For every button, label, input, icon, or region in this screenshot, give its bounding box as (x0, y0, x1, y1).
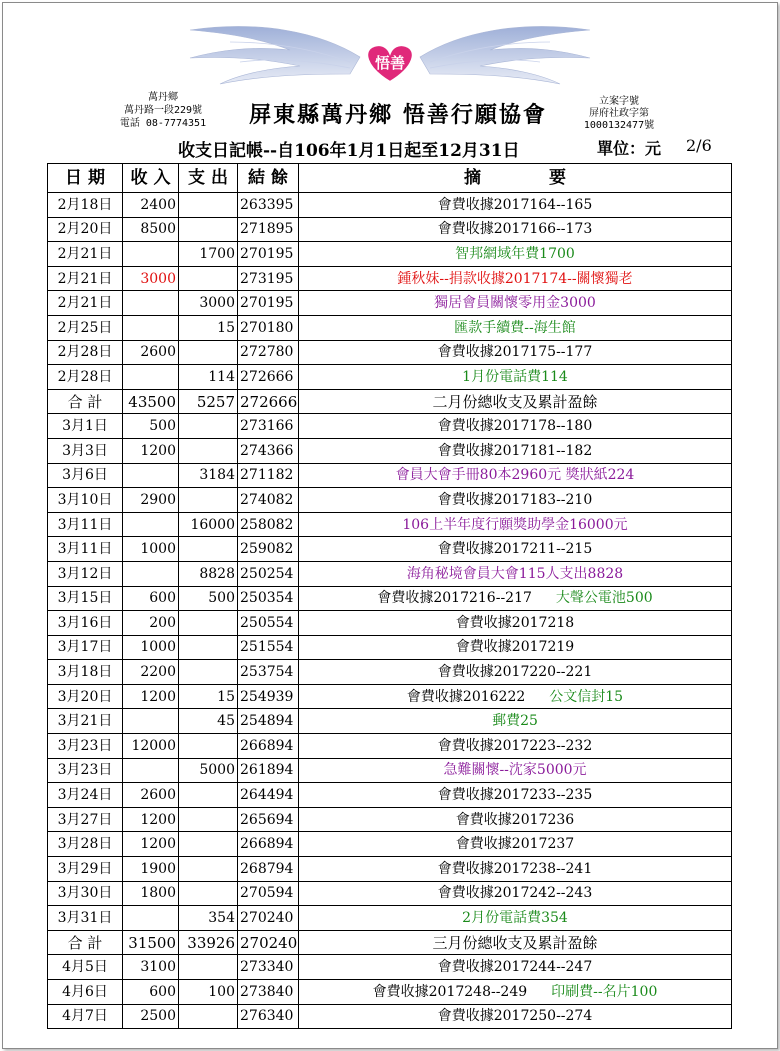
cell-expense (179, 340, 238, 365)
cell-date: 3月17日 (48, 635, 123, 660)
cell-income: 2600 (123, 340, 179, 365)
cell-memo (299, 537, 732, 562)
unit-label: 單位：元 (597, 139, 662, 158)
memo-text: 會費收據2017242--243 (437, 885, 593, 902)
table-row (48, 365, 732, 390)
memo-text: 鍾秋妹--捐款收據2017174--關懷獨老 (397, 270, 633, 287)
cell-balance: 264494 (238, 783, 299, 808)
cell-date: 3月23日 (48, 758, 123, 783)
memo-text: 會費收據2017219 (455, 639, 575, 656)
cell-memo (299, 906, 732, 931)
memo-text: 三月份總收支及累計盈餘 (432, 933, 598, 952)
cell-date: 3月30日 (48, 881, 123, 906)
cell-memo (299, 414, 732, 439)
cell-income: 500 (123, 414, 179, 439)
memo-text: 會費收據2017181--182 (437, 442, 593, 459)
cell-balance: 250554 (238, 611, 299, 636)
cell-expense (179, 438, 238, 463)
cell-income (123, 709, 179, 734)
cell-date: 4月6日 (48, 980, 123, 1005)
cell-expense: 5000 (179, 758, 238, 783)
cell-income: 3000 (123, 266, 179, 291)
address-block (108, 91, 218, 130)
memo-text: 會費收據2017178--180 (437, 418, 593, 435)
cell-balance: 251554 (238, 635, 299, 660)
cell-income: 600 (123, 980, 179, 1005)
cell-expense: 8828 (179, 561, 238, 586)
cell-date: 合 計 (48, 930, 123, 955)
table-row (48, 611, 732, 636)
cell-date: 3月20日 (48, 684, 123, 709)
table-row (48, 438, 732, 463)
cell-expense: 500 (179, 586, 238, 611)
cell-date: 3月27日 (48, 807, 123, 832)
cell-memo (299, 242, 732, 267)
cell-date: 2月28日 (48, 365, 123, 390)
memo-text: 郵費25 (492, 713, 538, 730)
cell-date: 3月28日 (48, 832, 123, 857)
cell-date: 3月15日 (48, 586, 123, 611)
cell-date: 3月24日 (48, 783, 123, 808)
cell-expense (179, 537, 238, 562)
cell-income: 1200 (123, 832, 179, 857)
cell-expense (179, 734, 238, 759)
cell-income: 43500 (123, 389, 179, 414)
cell-income (123, 291, 179, 316)
memo-text: 106上半年度行願獎助學金16000元 (402, 516, 628, 533)
cell-memo (299, 266, 732, 291)
cell-date: 3月16日 (48, 611, 123, 636)
cell-date: 3月10日 (48, 488, 123, 513)
table-row (48, 980, 732, 1005)
address-phone: 電話 08-7774351 (119, 118, 207, 129)
total-row (48, 389, 732, 414)
cell-memo (299, 734, 732, 759)
cell-balance: 270240 (238, 906, 299, 931)
address-road: 萬丹路一段229號 (123, 105, 203, 116)
cell-memo (299, 684, 732, 709)
cell-income: 1200 (123, 684, 179, 709)
header-memo: 摘 要 (299, 164, 732, 193)
cell-income (123, 315, 179, 340)
table-row (48, 586, 732, 611)
table-row (48, 242, 732, 267)
cell-date: 2月21日 (48, 291, 123, 316)
cell-balance: 258082 (238, 512, 299, 537)
page-number: 2/6 (686, 136, 712, 155)
memo-text: 會費收據2017220--221 (437, 664, 593, 681)
cell-balance: 261894 (238, 758, 299, 783)
memo-text: 獨居會員關懷零用金3000 (434, 295, 596, 312)
cell-memo (299, 315, 732, 340)
cell-memo (299, 463, 732, 488)
cell-date: 2月21日 (48, 266, 123, 291)
total-row (48, 930, 732, 955)
cell-date: 3月29日 (48, 857, 123, 882)
cell-income (123, 906, 179, 931)
table-row (48, 709, 732, 734)
cell-balance: 271182 (238, 463, 299, 488)
cell-expense (179, 266, 238, 291)
memo-text: 會費收據2017211--215 (437, 541, 593, 558)
memo-text: 會員大會手冊80本2960元 獎狀紙224 (395, 467, 635, 484)
cell-expense: 1700 (179, 242, 238, 267)
cell-income: 2900 (123, 488, 179, 513)
cell-expense (179, 832, 238, 857)
cell-balance: 272780 (238, 340, 299, 365)
cell-date: 3月21日 (48, 709, 123, 734)
cell-expense (179, 1004, 238, 1029)
header-income: 收 入 (123, 164, 179, 193)
cell-date: 3月12日 (48, 561, 123, 586)
cell-memo (299, 807, 732, 832)
organization-name: 屏東縣萬丹鄉 悟善行願協會 (249, 102, 547, 128)
cell-memo (299, 611, 732, 636)
memo-text: 會費收據2017216--217 (377, 590, 532, 607)
cell-income: 2200 (123, 660, 179, 685)
cell-expense (179, 193, 238, 218)
table-row (48, 291, 732, 316)
cell-memo (299, 783, 732, 808)
cell-balance: 273166 (238, 414, 299, 439)
table-row (48, 660, 732, 685)
cell-balance: 253754 (238, 660, 299, 685)
table-row (48, 881, 732, 906)
cell-balance: 273195 (238, 266, 299, 291)
memo-text: 會費收據2017237 (455, 836, 575, 853)
cell-expense (179, 783, 238, 808)
cell-date: 3月11日 (48, 537, 123, 562)
cell-income: 12000 (123, 734, 179, 759)
cell-balance: 268794 (238, 857, 299, 882)
cell-memo (299, 930, 732, 955)
memo-text: 會費收據2017166--173 (437, 221, 593, 238)
cell-income: 1800 (123, 881, 179, 906)
cell-income (123, 365, 179, 390)
cell-balance: 276340 (238, 1004, 299, 1029)
cell-memo (299, 193, 732, 218)
cell-expense (179, 414, 238, 439)
cell-balance: 270195 (238, 242, 299, 267)
memo-text: 會費收據2017233--235 (437, 787, 593, 804)
cell-balance: 274082 (238, 488, 299, 513)
table-header-row (48, 164, 732, 193)
cell-memo (299, 857, 732, 882)
table-row (48, 537, 732, 562)
document-header (0, 0, 780, 160)
cell-balance: 271895 (238, 217, 299, 242)
cell-balance: 266894 (238, 832, 299, 857)
address-town: 萬丹鄉 (148, 92, 178, 103)
memo-text: 會費收據2017250--274 (437, 1008, 593, 1025)
cell-expense (179, 660, 238, 685)
cell-balance: 254939 (238, 684, 299, 709)
cell-income: 3100 (123, 955, 179, 980)
cell-income: 2600 (123, 783, 179, 808)
cell-income: 1000 (123, 635, 179, 660)
cell-balance: 250354 (238, 586, 299, 611)
cell-income: 2400 (123, 193, 179, 218)
cell-expense: 45 (179, 709, 238, 734)
cell-expense (179, 955, 238, 980)
cell-date: 3月23日 (48, 734, 123, 759)
cell-income: 200 (123, 611, 179, 636)
registration-block (574, 96, 664, 132)
cell-balance: 272666 (238, 389, 299, 414)
cell-memo (299, 660, 732, 685)
cell-balance: 270594 (238, 881, 299, 906)
cell-income: 600 (123, 586, 179, 611)
memo-text: 海角秘境會員大會115人支出8828 (406, 565, 624, 582)
cell-balance: 254894 (238, 709, 299, 734)
cell-date: 4月5日 (48, 955, 123, 980)
table-row (48, 414, 732, 439)
cell-income (123, 463, 179, 488)
cell-balance: 273340 (238, 955, 299, 980)
table-row (48, 512, 732, 537)
memo-text: 智邦網域年費1700 (455, 245, 575, 262)
cell-expense (179, 488, 238, 513)
cell-memo (299, 980, 732, 1005)
registration-label: 立案字號 (599, 96, 639, 107)
cell-expense: 33926 (179, 930, 238, 955)
cell-balance: 263395 (238, 193, 299, 218)
table-row (48, 217, 732, 242)
table-row (48, 857, 732, 882)
table-row (48, 193, 732, 218)
table-row (48, 1004, 732, 1029)
cell-memo (299, 365, 732, 390)
table-row (48, 315, 732, 340)
registration-number: 1000132477號 (583, 120, 655, 131)
table-row (48, 266, 732, 291)
memo-text: 會費收據2017238--241 (437, 860, 593, 877)
cell-balance: 272666 (238, 365, 299, 390)
cell-memo (299, 832, 732, 857)
cell-expense: 15 (179, 684, 238, 709)
cell-income: 1000 (123, 537, 179, 562)
cell-date: 3月3日 (48, 438, 123, 463)
table-row (48, 684, 732, 709)
table-row (48, 955, 732, 980)
logo-heart-label: 悟善 (374, 54, 405, 72)
cell-income (123, 758, 179, 783)
cell-expense (179, 807, 238, 832)
cell-memo (299, 340, 732, 365)
memo-text: 會費收據2017218 (455, 614, 575, 631)
cell-memo (299, 758, 732, 783)
cell-memo (299, 955, 732, 980)
cell-expense: 3000 (179, 291, 238, 316)
table-row (48, 488, 732, 513)
memo-text: 會費收據2017244--247 (437, 959, 593, 976)
memo-extra-text: 印刷費--名片100 (551, 983, 658, 1000)
cell-memo (299, 561, 732, 586)
cell-expense (179, 635, 238, 660)
cell-memo (299, 217, 732, 242)
cell-date: 3月6日 (48, 463, 123, 488)
cell-date: 4月7日 (48, 1004, 123, 1029)
cell-date: 3月31日 (48, 906, 123, 931)
cell-income: 31500 (123, 930, 179, 955)
memo-text: 二月份總收支及累計盈餘 (432, 392, 598, 411)
table-row (48, 635, 732, 660)
cell-balance: 273840 (238, 980, 299, 1005)
cell-date: 3月18日 (48, 660, 123, 685)
cell-date: 2月28日 (48, 340, 123, 365)
table-row (48, 783, 732, 808)
cell-income: 8500 (123, 217, 179, 242)
cell-memo (299, 488, 732, 513)
cell-income: 2500 (123, 1004, 179, 1029)
header-balance: 結 餘 (238, 164, 299, 193)
cell-expense: 3184 (179, 463, 238, 488)
registration-office: 屏府社政字第 (589, 108, 649, 119)
ledger-table (47, 163, 732, 1029)
table-row (48, 734, 732, 759)
cell-income (123, 561, 179, 586)
memo-text: 匯款手續費--海生館 (454, 319, 576, 336)
cell-date: 3月1日 (48, 414, 123, 439)
table-row (48, 906, 732, 931)
cell-balance: 270240 (238, 930, 299, 955)
cell-expense (179, 611, 238, 636)
cell-memo (299, 881, 732, 906)
cell-memo (299, 512, 732, 537)
cell-date: 2月20日 (48, 217, 123, 242)
cell-memo (299, 635, 732, 660)
table-row (48, 340, 732, 365)
cell-expense (179, 857, 238, 882)
cell-date: 合 計 (48, 389, 123, 414)
cell-income: 1200 (123, 438, 179, 463)
cell-income (123, 242, 179, 267)
table-row (48, 832, 732, 857)
table-row (48, 561, 732, 586)
cell-balance: 250254 (238, 561, 299, 586)
cell-balance: 274366 (238, 438, 299, 463)
cell-memo (299, 709, 732, 734)
memo-text: 會費收據2017183--210 (437, 491, 593, 508)
cell-balance: 270180 (238, 315, 299, 340)
cell-balance: 270195 (238, 291, 299, 316)
cell-memo (299, 1004, 732, 1029)
cell-expense (179, 881, 238, 906)
cell-date: 3月11日 (48, 512, 123, 537)
memo-text: 會費收據2017164--165 (437, 196, 593, 213)
cell-expense: 354 (179, 906, 238, 931)
memo-text: 會費收據2017223--232 (437, 737, 593, 754)
ledger-title: 收支日記帳--自106年1月1日起至12月31日 (178, 141, 520, 161)
header-expense: 支 出 (179, 164, 238, 193)
header-date: 日 期 (48, 164, 123, 193)
cell-expense: 16000 (179, 512, 238, 537)
cell-income: 1200 (123, 807, 179, 832)
cell-memo (299, 291, 732, 316)
memo-extra-text: 公文信封15 (549, 688, 624, 705)
memo-text: 會費收據2017175--177 (437, 344, 593, 361)
cell-income (123, 512, 179, 537)
memo-text: 2月份電話費354 (462, 910, 568, 927)
cell-expense: 5257 (179, 389, 238, 414)
table-row (48, 463, 732, 488)
cell-expense: 15 (179, 315, 238, 340)
cell-date: 2月18日 (48, 193, 123, 218)
cell-expense: 114 (179, 365, 238, 390)
memo-text: 急難關懷--沈家5000元 (443, 762, 587, 779)
cell-date: 2月21日 (48, 242, 123, 267)
cell-date: 2月25日 (48, 315, 123, 340)
cell-balance: 265694 (238, 807, 299, 832)
cell-income: 1900 (123, 857, 179, 882)
cell-memo (299, 438, 732, 463)
cell-balance: 266894 (238, 734, 299, 759)
cell-memo (299, 389, 732, 414)
ledger-body (48, 193, 732, 1029)
cell-balance: 259082 (238, 537, 299, 562)
memo-text: 會費收據2017248--249 (372, 983, 528, 1000)
memo-extra-text: 大聲公電池500 (555, 590, 653, 607)
memo-text: 1月份電話費114 (462, 368, 568, 385)
memo-text: 會費收據2016222 (406, 688, 526, 705)
table-row (48, 807, 732, 832)
cell-expense: 100 (179, 980, 238, 1005)
cell-memo (299, 586, 732, 611)
table-row (48, 758, 732, 783)
cell-expense (179, 217, 238, 242)
memo-text: 會費收據2017236 (455, 811, 575, 828)
